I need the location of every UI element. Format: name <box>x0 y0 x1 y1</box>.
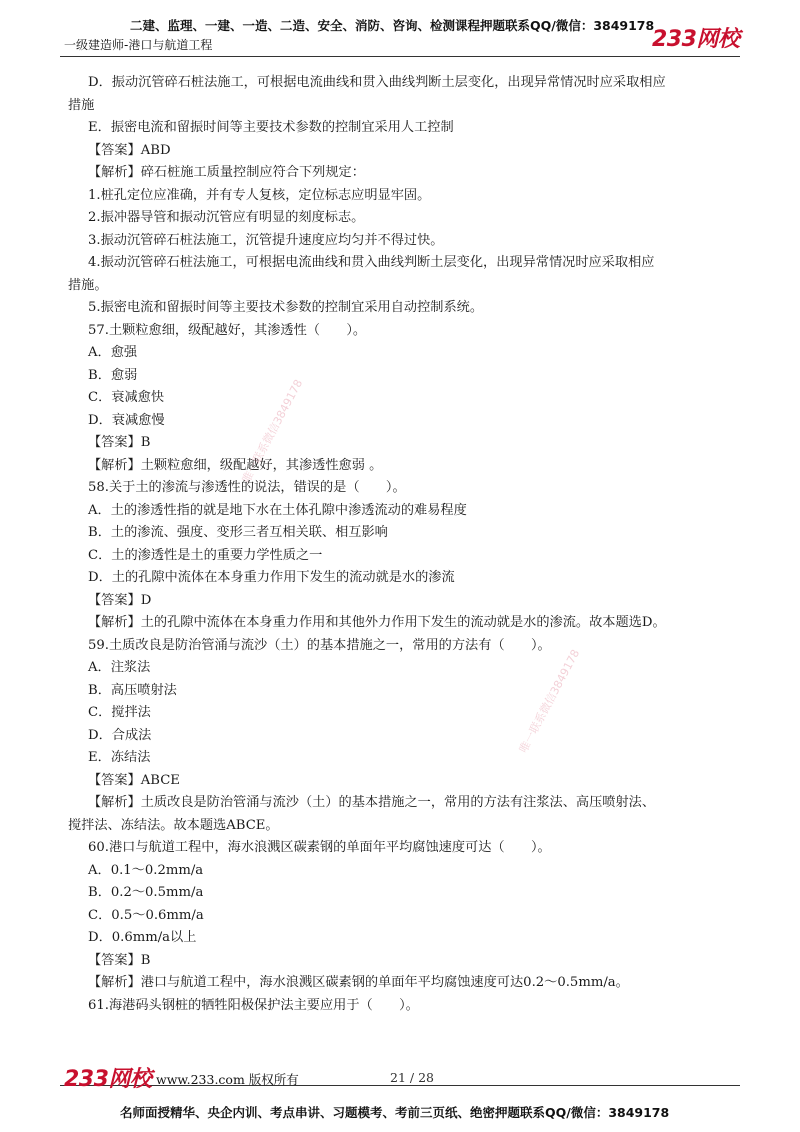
text-line: 措施 <box>68 97 95 113</box>
text-line: 1.桩孔定位应准确，并有专人复核，定位标志应明显牢固。 <box>88 187 431 203</box>
text-line: 【解析】碎石桩施工质量控制应符合下列规定： <box>88 165 365 180</box>
footer-contact-line: 名师面授精华、央企内训、考点串讲、习题模考、考前三页纸、绝密押题联系QQ/微信：3849178 <box>120 1105 670 1120</box>
text-line: 2.振冲器导管和振动沉管应有明显的刻度标志。 <box>88 210 365 225</box>
text-line: 4.振动沉管碎石桩法施工，可根据电流曲线和贯入曲线判断土层变化，出现异常情况时应采取相应 <box>88 255 655 270</box>
header-divider <box>60 56 740 57</box>
header-contact-line: 二建、监理、一建、一造、二造、安全、消防、咨询、检测课程押题联系QQ/微信：3849178 <box>130 18 655 33</box>
text-line: 58.关于土的渗流与渗透性的说法，错误的是（ ）。 <box>88 480 406 495</box>
text-line: D．合成法 <box>88 727 152 743</box>
text-line: 【答案】ABD <box>88 142 171 158</box>
text-line: D．土的孔隙中流体在本身重力作用下发生的流动就是水的渗流 <box>88 570 455 585</box>
watermark: 唯一联系微信3849178 <box>239 377 306 486</box>
text-line: A．0.1～0.2mm/a <box>88 862 204 878</box>
text-line: 61.海港码头钢桩的牺牲阳极保护法主要应用于（ ）。 <box>88 997 419 1013</box>
text-line: 【解析】土的孔隙中流体在本身重力作用和其他外力作用下发生的流动就是水的渗流。故本题选D。 <box>88 615 666 630</box>
text-line: E．振密电流和留振时间等主要技术参数的控制宜采用人工控制 <box>88 120 454 135</box>
text-line: 搅拌法、冻结法。故本题选ABCE。 <box>68 817 279 833</box>
text-line: 【解析】土质改良是防治管涌与流沙（土）的基本措施之一，常用的方法有注浆法、高压喷射法、 <box>88 795 656 810</box>
page-header <box>0 0 800 58</box>
watermark: 唯一联系微信3849178 <box>516 647 583 756</box>
footer-logo: 233网校 <box>64 1067 152 1092</box>
brand-logo: 233网校 <box>652 27 740 52</box>
text-line: B．0.2～0.5mm/a <box>88 885 204 900</box>
text-line: A．愈强 <box>88 345 138 360</box>
text-line: 59.土质改良是防治管涌与流沙（土）的基本措施之一，常用的方法有（ ）。 <box>88 637 551 653</box>
text-line: B．愈弱 <box>88 367 138 383</box>
text-line: E．冻结法 <box>88 750 151 765</box>
text-line: 5.振密电流和留振时间等主要技术参数的控制宜采用自动控制系统。 <box>88 300 484 315</box>
text-line: 【答案】ABCE <box>88 772 180 788</box>
text-line: B．高压喷射法 <box>88 682 177 698</box>
text-line: 【答案】B <box>88 952 151 968</box>
text-line: C．搅拌法 <box>88 705 151 720</box>
text-line: D．0.6mm/a以上 <box>88 930 197 945</box>
text-line: B．土的渗流、强度、变形三者互相关联、相互影响 <box>88 525 388 540</box>
text-line: 【解析】港口与航道工程中，海水浪溅区碳素钢的单面年平均腐蚀速度可达0.2～0.5mm/a。 <box>88 975 629 990</box>
text-line: 3.振动沉管碎石桩法施工，沉管提升速度应均匀并不得过快。 <box>88 232 444 248</box>
text-line: 57.土颗粒愈细，级配越好，其渗透性（ ）。 <box>88 322 367 338</box>
text-line: C．衰减愈快 <box>88 390 165 405</box>
text-line: D．振动沉管碎石桩法施工，可根据电流曲线和贯入曲线判断土层变化，出现异常情况时应采取相应 <box>88 75 666 90</box>
document-body <box>68 72 740 1017</box>
page-number: 21 / 28 <box>390 1070 434 1085</box>
text-line: 【解析】土颗粒愈细，级配越好，其渗透性愈弱 。 <box>88 457 383 473</box>
text-line: 措施。 <box>68 277 108 293</box>
text-line: A．土的渗透性指的就是地下水在土体孔隙中渗透流动的难易程度 <box>88 502 467 518</box>
text-line: C．0.5～0.6mm/a <box>88 907 204 923</box>
text-line: A．注浆法 <box>88 660 151 675</box>
header-subject: 一级建造师-港口与航道工程 <box>64 38 213 52</box>
text-line: D．衰减愈慢 <box>88 412 165 428</box>
text-line: 【答案】D <box>88 592 152 608</box>
footer-copyright: www.233.com 版权所有 <box>156 1072 299 1087</box>
text-line: 60.港口与航道工程中，海水浪溅区碳素钢的单面年平均腐蚀速度可达（ ）。 <box>88 840 551 855</box>
text-line: C．土的渗透性是土的重要力学性质之一 <box>88 547 323 563</box>
text-line: 【答案】B <box>88 435 151 450</box>
